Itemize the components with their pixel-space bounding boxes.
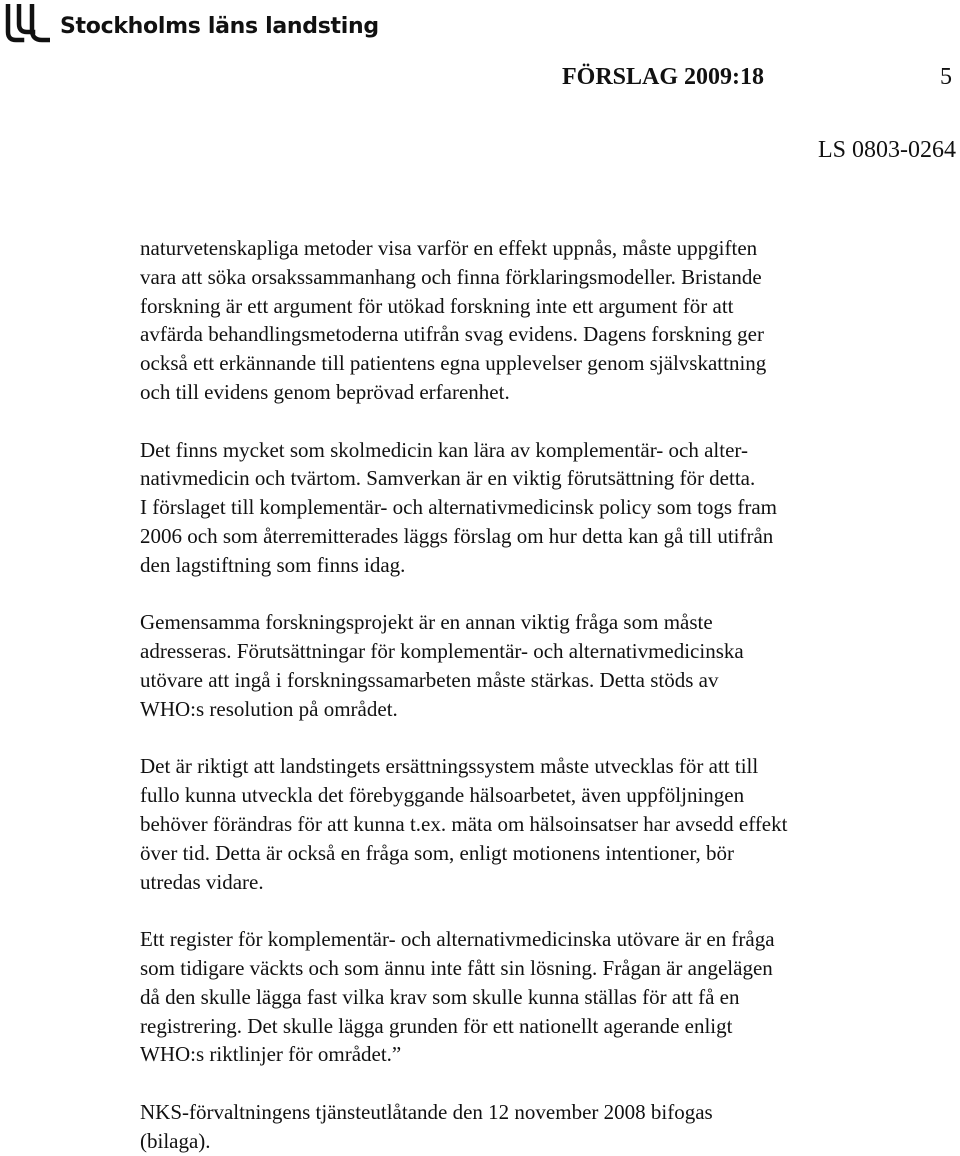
text-line: WHO:s riktlinjer för området.” [140, 1042, 402, 1067]
text-line: behöver förändras för att kunna t.ex. mäta om hälsoinsatser har avsedd effekt [140, 811, 788, 836]
text-line: över tid. Detta är också en fråga som, enligt motionens intentioner, bör [140, 840, 734, 865]
text-line: Det är riktigt att landstingets ersättningssystem måste utvecklas för att till [140, 754, 759, 779]
case-number: LS 0803-0264 [818, 137, 956, 163]
text-line: då den skulle lägga fast vilka krav som skulle kunna ställas för att få en [140, 984, 740, 1009]
paragraph [140, 608, 952, 723]
text-line: och till evidens genom beprövad erfarenhet. [140, 379, 510, 404]
text-line: adresseras. Förutsättningar för komplementär- och alternativmedicinska [140, 639, 744, 664]
text-line: NKS-förvaltningens tjänsteutlåtande den 12 november 2008 bifogas [140, 1099, 713, 1124]
text-line: registrering. Det skulle lägga grunden för ett nationellt agerande enligt [140, 1013, 733, 1038]
paragraph [140, 925, 952, 1069]
text-line: forskning är ett argument för utökad forskning inte ett argument för att [140, 293, 734, 318]
sll-logo-icon [4, 4, 50, 44]
text-line: 2006 och som återremitterades läggs förslag om hur detta kan gå till utifrån [140, 523, 774, 548]
document-title: FÖRSLAG 2009:18 [562, 64, 765, 90]
organization-name: Stockholms läns landsting [60, 14, 379, 39]
text-line: utövare att ingå i forskningssamarbeten måste stärkas. Detta stöds av [140, 667, 719, 692]
paragraph [140, 1098, 952, 1156]
paragraph [140, 436, 952, 580]
text-line: naturvetenskapliga metoder visa varför en effekt uppnås, måste uppgiften [140, 236, 758, 260]
text-line: Gemensamma forskningsprojekt är en annan viktig fråga som måste [140, 610, 713, 635]
paragraph [140, 752, 952, 896]
text-line: WHO:s resolution på området. [140, 696, 398, 721]
text-line: avfärda behandlingsmetoderna utifrån svag evidens. Dagens forskning ger [140, 322, 764, 347]
text-line: nativmedicin och tvärtom. Samverkan är en viktig förutsättning för detta. [140, 466, 756, 491]
text-line: utredas vidare. [140, 869, 264, 894]
document-body [140, 234, 952, 1156]
text-line: I förslaget till komplementär- och alternativmedicinsk policy som togs fram [140, 495, 777, 520]
organization-logo [4, 2, 379, 46]
text-line: den lagstiftning som finns idag. [140, 552, 406, 577]
text-line: Ett register för komplementär- och alternativmedicinska utövare är en fråga [140, 927, 775, 952]
page-number: 5 [940, 64, 952, 90]
text-line: som tidigare väckts och som ännu inte fått sin lösning. Frågan är angelägen [140, 955, 773, 980]
paragraph [140, 234, 952, 407]
text-line: också ett erkännande till patientens egna upplevelser genom självskattning [140, 351, 767, 376]
text-line: fullo kunna utveckla det förebyggande hälsoarbetet, även uppföljningen [140, 783, 745, 808]
text-line: vara att söka orsakssammanhang och finna förklaringsmodeller. Bristande [140, 264, 762, 289]
text-line: Det finns mycket som skolmedicin kan lära av komplementär- och alter- [140, 437, 748, 462]
text-line: (bilaga). [140, 1128, 211, 1153]
